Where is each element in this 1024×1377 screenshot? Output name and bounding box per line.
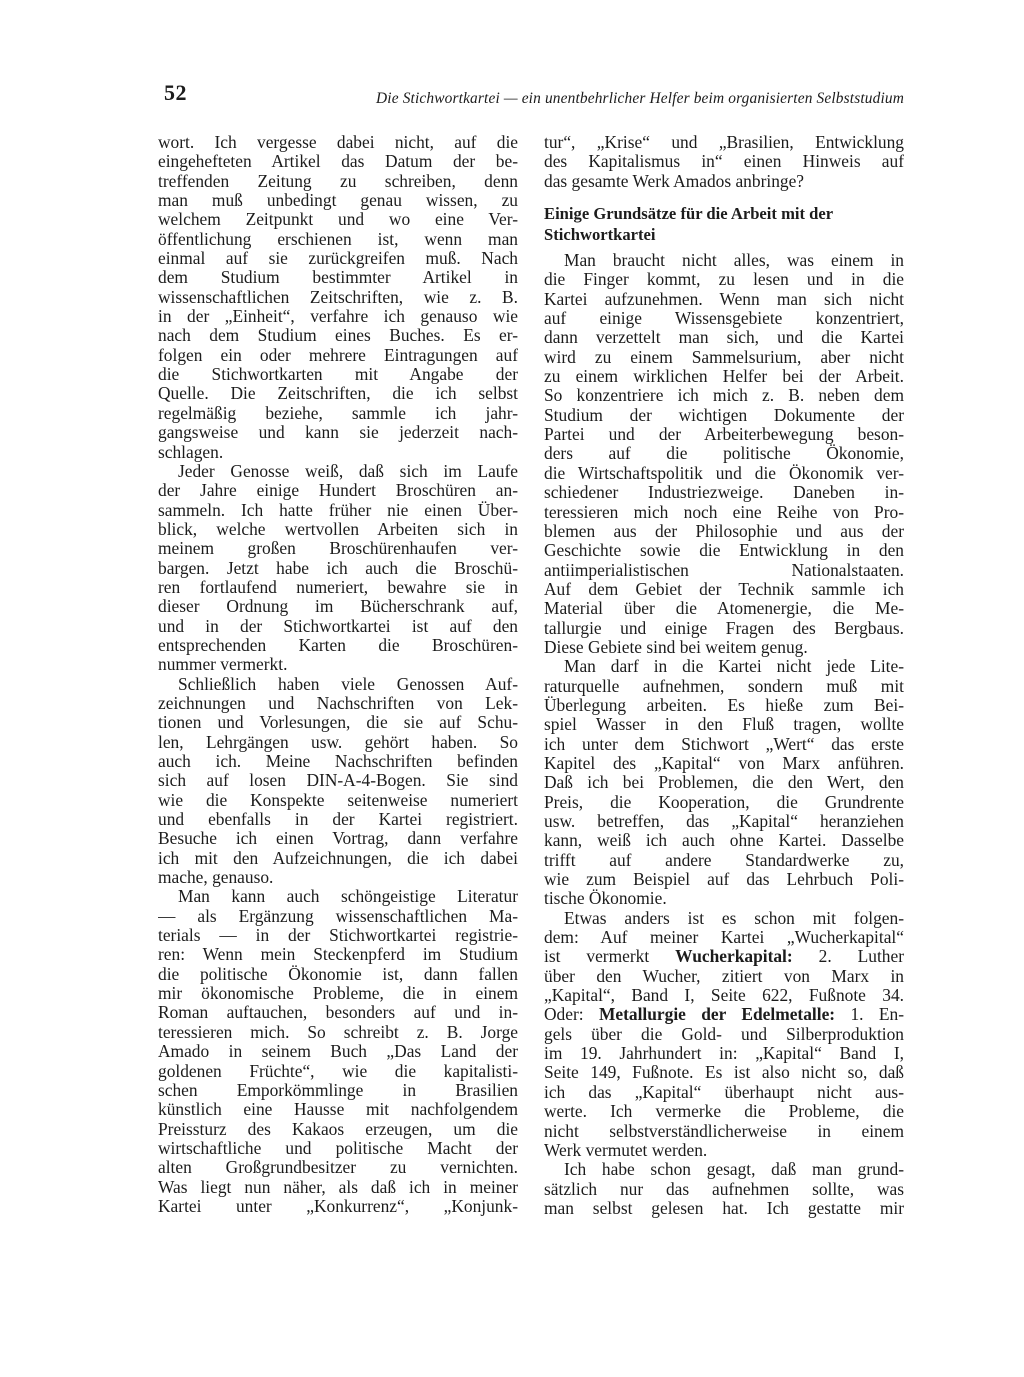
text-line [544,1005,904,1024]
text-line: blemen aus der Philosophie und aus der [544,521,904,541]
text-line: zeichnungen und Nachschriften von Lek- [158,693,518,713]
text-line: entsprechenden Karten die Broschüren- [158,635,518,655]
running-title: Die Stichwortkartei — ein unentbehrlicher Helfer beim organisierten Selbststudium [376,90,904,107]
text-line: auf einige Wissensgebiete konzentriert, [544,309,904,329]
text-line: ren: Wenn mein Steckenpferd im Studium [158,945,518,965]
text-fragment: 1. En- [835,1005,904,1025]
paragraph [158,462,518,675]
text-line: welchem Zeitpunkt und wo eine Ver- [158,210,518,230]
left-column [158,133,518,1216]
text-line: öffentlichung erschienen ist, wenn man [158,229,518,249]
text-line: die Finger kommt, zu lesen und in die [544,270,904,290]
text-line: schen Emporkömmlinge in Brasilien [158,1080,518,1100]
text-line: Diese Gebiete sind bei weitem genug. [544,637,808,657]
text-line: Jeder Genosse weiß, daß sich im Laufe [178,461,518,481]
paragraph [544,909,904,1160]
paragraph [544,133,904,191]
text-line: wird zu einem Sammelsurium, aber nicht [544,347,904,367]
text-line: Seite 149, Fußnote. Es ist also nicht so, daß [544,1063,904,1083]
text-line: die politische Ökonomie ist, dann fallen [158,964,518,984]
text-line: sätzlich nur das aufnehmen sollte, was [544,1179,904,1199]
text-line: im 19. Jahrhundert in: „Kapital“ Band I, [544,1044,904,1064]
text-line: Kartei unter „Konkurrenz“, „Konjunk- [158,1196,518,1216]
text-line: tur“, „Krise“ und „Brasilien, Entwicklung [544,133,904,152]
text-line: wie die Konspekte seitenweise numeriert [158,790,518,810]
text-line: das gesamte Werk Amados anbringe? [544,171,805,191]
text-line: wissenschaftlichen Zeitschriften, wie z. B. [158,287,518,307]
text-line: Partei und der Arbeiterbewegung beson- [544,425,904,445]
text-line: eingehefteten Artikel das Datum der be- [158,152,518,172]
text-line: teressieren mich noch eine Reihe von Pro- [544,502,904,522]
text-line: Schließlich haben viele Genossen Auf- [178,674,518,694]
text-line: Material über die Atomenergie, die Me- [544,599,904,619]
text-line: Besuche ich einen Vortrag, dann verfahre [158,829,518,849]
text-line: Werk vermutet werden. [544,1140,708,1160]
text-line: folgen ein oder mehrere Eintragungen auf [158,345,518,365]
text-line: Roman auftauchen, besonders auf und in- [158,1003,518,1023]
text-line: Studium der wichtigen Dokumente der [544,405,904,425]
text-line: Man braucht nicht alles, was einem in [564,251,904,271]
text-line: Preis, die Kooperation, die Grundrente [544,792,904,812]
text-line: sich auf losen DIN-A-4-Bogen. Sie sind [158,771,518,791]
text-line: — als Ergänzung wissenschaftlichen Ma- [158,906,518,926]
text-line: nach dem Studium eines Buches. Es er- [158,326,518,346]
text-line [544,947,904,966]
text-line: goldenen Früchte“, wie die kapitalisti- [158,1061,518,1081]
text-line: Kapitel des „Kapital“ von Marx anführen. [544,753,904,773]
text-line: treffenden Zeitung zu schreiben, denn [158,171,518,191]
text-fragment: Oder: [544,1005,599,1025]
paragraph [158,675,518,888]
text-line: Ich habe schon gesagt, daß man grund- [564,1160,904,1180]
text-line: über den Wucher, zitiert von Marx in [544,966,904,986]
text-fragment: 2. Luther [792,947,904,967]
text-line: mir ökonomische Probleme, die in einem [158,984,518,1004]
text-line: Geschichte sowie die Entwicklung in den [544,541,904,561]
text-line: nummer vermerkt. [158,655,288,675]
text-line: trifft auf andere Standardwerke zu, [544,850,904,870]
text-line: alten Großgrundbesitzer zu vernichten. [158,1158,518,1178]
text-line: len, Lehrgängen usw. gehört haben. So [158,732,518,752]
paragraph-rest [544,1025,904,1160]
text-line: auch ich. Meine Nachschriften befinden [158,752,518,771]
text-line: Amado in seinem Buch „Das Land der [158,1042,518,1062]
text-line: Kartei aufzunehmen. Wenn man sich nicht [544,289,904,309]
heading-line: Stichwortkartei [544,225,656,245]
text-line: antiimperialistischen Nationalstaaten. [544,560,904,580]
text-line: und in der Stichwortkartei ist auf den [158,616,518,636]
right-column [544,133,904,1218]
text-line: Auf dem Gebiet der Technik sammle ich [544,579,904,599]
text-line: wie zum Beispiel auf das Lehrbuch Poli- [544,870,904,890]
text-line: terials — in der Stichwortkartei registrie- [158,926,518,946]
text-line: nicht selbstverständlicherweise in einem [544,1121,904,1141]
text-line: meinem großen Broschürenhaufen ver- [158,539,518,559]
text-line: der Jahre einige Hundert Broschüren an- [158,481,518,501]
text-line: tische Ökonomie. [544,889,667,909]
paragraph [158,887,518,1216]
text-line: Daß ich bei Problemen, die den Wert, den [544,773,904,793]
text-line: wort. Ich vergesse dabei nicht, auf die [158,133,518,152]
text-line: Man darf in die Kartei nicht jede Lite- [564,657,904,677]
text-line: Was liegt nun näher, als daß ich in meiner [158,1177,518,1197]
text-line: dem: Auf meiner Kartei „Wucherkapital“ [544,928,904,948]
text-line: die Stichwortkarten mit Angabe der [158,365,518,385]
text-line: ich das „Kapital“ überhaupt nicht aus- [544,1082,904,1102]
text-line: gels über die Gold- und Silberproduktion [544,1024,904,1044]
text-line: schiedener Industriezweige. Daneben in- [544,483,904,503]
text-line: regelmäßig beziehe, sammle ich jahr- [158,403,518,423]
text-line: tallurgie und einige Fragen des Bergbaus. [544,618,904,638]
text-fragment: ist vermerkt [544,947,676,967]
text-line: teressieren mich. So schreibt z. B. Jorge [158,1022,518,1042]
text-line: tionen und Vorlesungen, die sie auf Schu- [158,713,518,733]
text-line: So konzentriere ich mich z. B. neben dem [544,386,904,406]
text-line: „Kapital“, Band I, Seite 622, Fußnote 34. [544,986,904,1006]
text-line: blick, welche wertvollen Arbeiten sich in [158,519,518,539]
paragraph [544,657,904,908]
text-line: Etwas anders ist es schon mit folgen- [564,908,904,928]
text-line: spiel Wasser in den Fluß tragen, wollte [544,715,904,735]
text-line: kann, weiß ich auch ohne Kartei. Dasselbe [544,831,904,851]
paragraph [544,1160,904,1218]
text-line: Man kann auch schöngeistige Literatur [178,887,518,907]
text-line: man muß unbedingt genau wissen, zu [158,191,518,211]
text-line: wirtschaftliche und politische Macht der [158,1138,518,1158]
heading-line: Einige Grundsätze für die Arbeit mit der [544,204,834,224]
text-line: ich unter dem Stichwort „Wert“ das erste [544,734,904,754]
bold-keyword: Metallurgie der Edelmetalle: [598,1005,836,1025]
text-line: dem Studium bestimmter Artikel in [158,268,518,288]
text-line: raturquelle aufnehmen, sondern muß mit [544,676,904,696]
text-line: Überlegung arbeiten. Es hieße zum Bei- [544,695,904,715]
text-line: ich mit den Aufzeichnungen, die ich dabei [158,848,518,868]
page-number: 52 [164,80,187,105]
text-line: bargen. Jetzt habe ich auch die Broschü- [158,558,518,578]
text-line: in der „Einheit“, verfahre ich genauso wie [158,307,518,327]
text-line: dann verzettelt man sich, und die Kartei [544,328,904,348]
text-line: werte. Ich vermerke die Probleme, die [544,1102,904,1122]
text-line: zu einem wirklichen Helfer bei der Arbeit. [544,367,904,387]
bold-keyword: Wucherkapital: [675,947,793,967]
text-line: des Kapitalismus in“ einen Hinweis auf [544,152,904,172]
text-line: usw. betreffen, das „Kapital“ heranziehen [544,812,904,831]
text-line: man selbst gelesen hat. Ich gestatte mir [544,1198,904,1218]
section-heading [544,203,904,245]
paragraph [158,133,518,462]
text-line: gangsweise und kann sie jederzeit nach- [158,423,518,443]
text-line: Quelle. Die Zeitschriften, die ich selbst [158,384,518,404]
paragraph [544,251,904,657]
text-line: die Wirtschaftspolitik und die Ökonomik ver- [544,463,904,483]
text-line: einmal auf sie zurückgreifen muß. Nach [158,249,518,269]
text-line: mache, genauso. [158,868,274,888]
text-line: und ebenfalls in der Kartei registriert. [158,810,518,830]
text-line: ders auf die politische Ökonomie, [544,444,904,464]
text-line: dieser Ordnung im Bücherschrank auf, [158,597,518,617]
text-line: Preissturz des Kakaos erzeugen, um die [158,1119,518,1139]
text-line: schlagen. [158,442,224,462]
text-line: künstlich eine Hausse mit nachfolgendem [158,1100,518,1120]
text-line: sammeln. Ich hatte früher nie einen Über- [158,500,518,520]
text-line: ren fortlaufend numeriert, bewahre sie in [158,577,518,597]
